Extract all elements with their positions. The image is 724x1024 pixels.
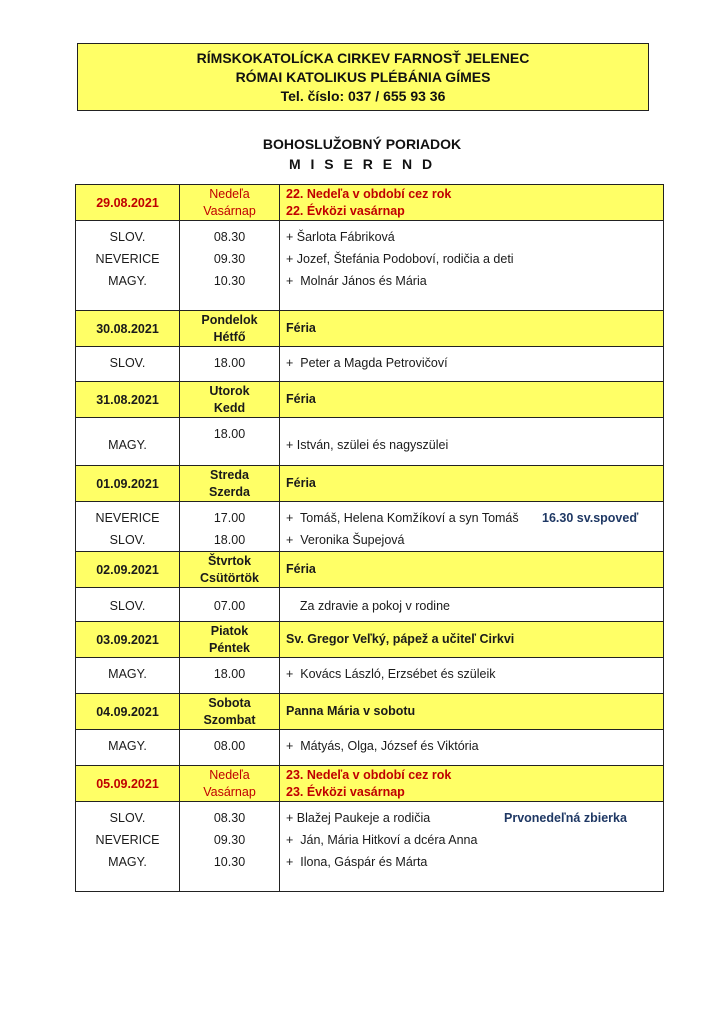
mass-intention: + István, szülei és nagyszülei — [286, 438, 449, 452]
mass-intention: + Kovács László, Erzsébet és szüleik — [286, 667, 496, 681]
mass-intentions — [280, 588, 664, 622]
day-date: 04.09.2021 — [76, 694, 180, 730]
mass-intention: + Veronika Šupejová — [286, 533, 405, 547]
occasion-sk: 23. Nedeľa v období cez rok — [286, 767, 452, 782]
day-name-hu: Csütörtök — [199, 570, 260, 585]
mass-intention: + Jozef, Štefánia Podoboví, rodičia a deti — [286, 252, 514, 266]
document-title — [0, 134, 724, 174]
mass-languages — [76, 588, 180, 622]
mass-intention-line — [286, 807, 663, 829]
mass-language: SLOV. — [109, 811, 146, 825]
day-name-sk: Piatok — [210, 623, 249, 638]
mass-intention-line — [286, 663, 663, 685]
day-header-row — [76, 552, 664, 588]
mass-language: SLOV. — [109, 533, 146, 547]
mass-intention-line — [286, 507, 663, 529]
mass-intention-line — [286, 434, 663, 456]
mass-languages — [76, 658, 180, 694]
mass-intentions — [280, 418, 664, 466]
mass-time: 18.00 — [213, 667, 246, 681]
day-header-row — [76, 185, 664, 221]
mass-time: 09.30 — [213, 833, 246, 847]
mass-language: NEVERICE — [95, 833, 160, 847]
day-name — [180, 766, 280, 802]
mass-intention-line — [286, 352, 663, 374]
liturgical-occasion — [280, 766, 664, 802]
mass-language: MAGY. — [108, 274, 147, 288]
mass-times — [180, 502, 280, 552]
day-name — [180, 382, 280, 418]
mass-intention-line — [286, 595, 663, 617]
liturgical-occasion — [280, 466, 664, 502]
mass-row — [76, 502, 664, 552]
mass-time: 10.30 — [213, 274, 246, 288]
day-date: 05.09.2021 — [76, 766, 180, 802]
mass-intention-line — [286, 529, 663, 551]
title-main: BOHOSLUŽOBNÝ PORIADOK — [262, 136, 462, 152]
mass-time: 18.00 — [213, 356, 246, 370]
day-name — [180, 694, 280, 730]
mass-intention: Za zdravie a pokoj v rodine — [286, 599, 450, 613]
liturgical-occasion — [280, 382, 664, 418]
parish-phone: Tel. číslo: 037 / 655 93 36 — [280, 87, 446, 104]
mass-intention-line — [286, 226, 663, 248]
mass-intention-line — [286, 270, 663, 292]
mass-row — [76, 730, 664, 766]
mass-intention-line — [286, 829, 663, 851]
day-name — [180, 185, 280, 221]
day-header-row — [76, 766, 664, 802]
day-date: 03.09.2021 — [76, 622, 180, 658]
day-header-row — [76, 694, 664, 730]
mass-intention: + Šarlota Fábriková — [286, 230, 395, 244]
day-name-sk: Utorok — [209, 383, 250, 398]
mass-times — [180, 418, 280, 466]
liturgical-occasion — [280, 552, 664, 588]
mass-languages — [76, 802, 180, 892]
mass-intention: + Tomáš, Helena Komžíkoví a syn Tomáš — [286, 511, 519, 525]
mass-language: SLOV. — [109, 230, 146, 244]
day-header-row — [76, 382, 664, 418]
mass-intention: + Mátyás, Olga, József és Viktória — [286, 739, 479, 753]
mass-language: MAGY. — [108, 438, 147, 452]
mass-intention: + Peter a Magda Petrovičoví — [286, 356, 448, 370]
mass-intentions — [280, 347, 664, 382]
liturgical-occasion — [280, 185, 664, 221]
mass-times — [180, 588, 280, 622]
mass-intention-line — [286, 248, 663, 270]
mass-languages — [76, 347, 180, 382]
occasion-sk: Panna Mária v sobotu — [286, 704, 416, 718]
mass-intention: + Ján, Mária Hitkoví a dcéra Anna — [286, 833, 478, 847]
mass-intentions — [280, 658, 664, 694]
mass-row — [76, 221, 664, 311]
day-name-sk: Pondelok — [201, 312, 258, 327]
liturgical-occasion — [280, 622, 664, 658]
mass-times — [180, 658, 280, 694]
mass-row — [76, 588, 664, 622]
mass-time: 08.30 — [213, 230, 246, 244]
mass-languages — [76, 221, 180, 311]
mass-row — [76, 802, 664, 892]
day-name — [180, 311, 280, 347]
mass-intentions — [280, 502, 664, 552]
day-name-hu: Szombat — [203, 712, 256, 727]
day-header-row — [76, 466, 664, 502]
occasion-hu: 22. Évközi vasárnap — [286, 203, 405, 218]
day-name-sk: Nedeľa — [209, 767, 250, 782]
day-name-hu: Hétfő — [213, 329, 246, 344]
mass-time: 10.30 — [213, 855, 246, 869]
day-name-hu: Péntek — [209, 640, 250, 655]
day-name-hu: Vasárnap — [203, 784, 256, 799]
day-date: 02.09.2021 — [76, 552, 180, 588]
occasion-sk: 22. Nedeľa v období cez rok — [286, 186, 452, 201]
mass-note: Prvonedeľná zbierka — [504, 811, 627, 825]
liturgical-occasion — [280, 311, 664, 347]
day-date: 01.09.2021 — [76, 466, 180, 502]
mass-time: 17.00 — [213, 511, 246, 525]
day-date: 29.08.2021 — [76, 185, 180, 221]
day-date: 31.08.2021 — [76, 382, 180, 418]
occasion-sk: Sv. Gregor Veľký, pápež a učiteľ Cirkvi — [286, 632, 515, 646]
mass-intention-line — [286, 735, 663, 757]
day-name-hu: Vasárnap — [203, 203, 256, 218]
day-name — [180, 622, 280, 658]
day-name — [180, 466, 280, 502]
day-name-sk: Sobota — [208, 695, 251, 710]
parish-header — [77, 43, 649, 111]
parish-name-sk: RÍMSKOKATOLÍCKA CIRKEV FARNOSŤ JELENEC — [196, 49, 530, 66]
mass-intention-line — [286, 851, 663, 873]
mass-intention: + Molnár János és Mária — [286, 274, 427, 288]
mass-intentions — [280, 802, 664, 892]
mass-language: MAGY. — [108, 739, 147, 753]
occasion-sk: Féria — [286, 476, 316, 490]
mass-time: 18.00 — [213, 427, 246, 441]
day-date: 30.08.2021 — [76, 311, 180, 347]
day-name — [180, 552, 280, 588]
mass-times — [180, 221, 280, 311]
mass-language: MAGY. — [108, 855, 147, 869]
mass-schedule-table — [75, 184, 664, 892]
mass-time: 08.30 — [213, 811, 246, 825]
mass-languages — [76, 502, 180, 552]
day-name-sk: Streda — [210, 467, 249, 482]
liturgical-occasion — [280, 694, 664, 730]
occasion-sk: Féria — [286, 392, 316, 406]
mass-intention: + Blažej Paukeje a rodičia — [286, 811, 431, 825]
day-name-sk: Štvrtok — [207, 553, 252, 568]
day-header-row — [76, 622, 664, 658]
mass-time: 07.00 — [213, 599, 246, 613]
day-name-hu: Szerda — [209, 484, 250, 499]
parish-name-hu: RÓMAI KATOLIKUS PLÉBÁNIA GÍMES — [235, 68, 491, 85]
mass-times — [180, 347, 280, 382]
mass-time: 08.00 — [213, 739, 246, 753]
mass-languages — [76, 730, 180, 766]
mass-intentions — [280, 221, 664, 311]
occasion-sk: Féria — [286, 562, 316, 576]
mass-note: 16.30 sv.spoveď — [542, 511, 639, 525]
mass-times — [180, 802, 280, 892]
mass-language: SLOV. — [109, 356, 146, 370]
mass-intentions — [280, 730, 664, 766]
occasion-sk: Féria — [286, 321, 316, 335]
day-name-sk: Nedeľa — [209, 186, 250, 201]
mass-row — [76, 418, 664, 466]
mass-row — [76, 347, 664, 382]
day-header-row — [76, 311, 664, 347]
mass-intention: + Ilona, Gáspár és Márta — [286, 855, 428, 869]
day-name-hu: Kedd — [213, 400, 246, 415]
mass-language: SLOV. — [109, 599, 146, 613]
mass-languages — [76, 418, 180, 466]
mass-times — [180, 730, 280, 766]
mass-row — [76, 658, 664, 694]
mass-time: 18.00 — [213, 533, 246, 547]
mass-language: NEVERICE — [95, 252, 160, 266]
title-sub: M I S E R E N D — [288, 156, 436, 172]
mass-language: NEVERICE — [95, 511, 160, 525]
mass-time: 09.30 — [213, 252, 246, 266]
mass-language: MAGY. — [108, 667, 147, 681]
occasion-hu: 23. Évközi vasárnap — [286, 784, 405, 799]
